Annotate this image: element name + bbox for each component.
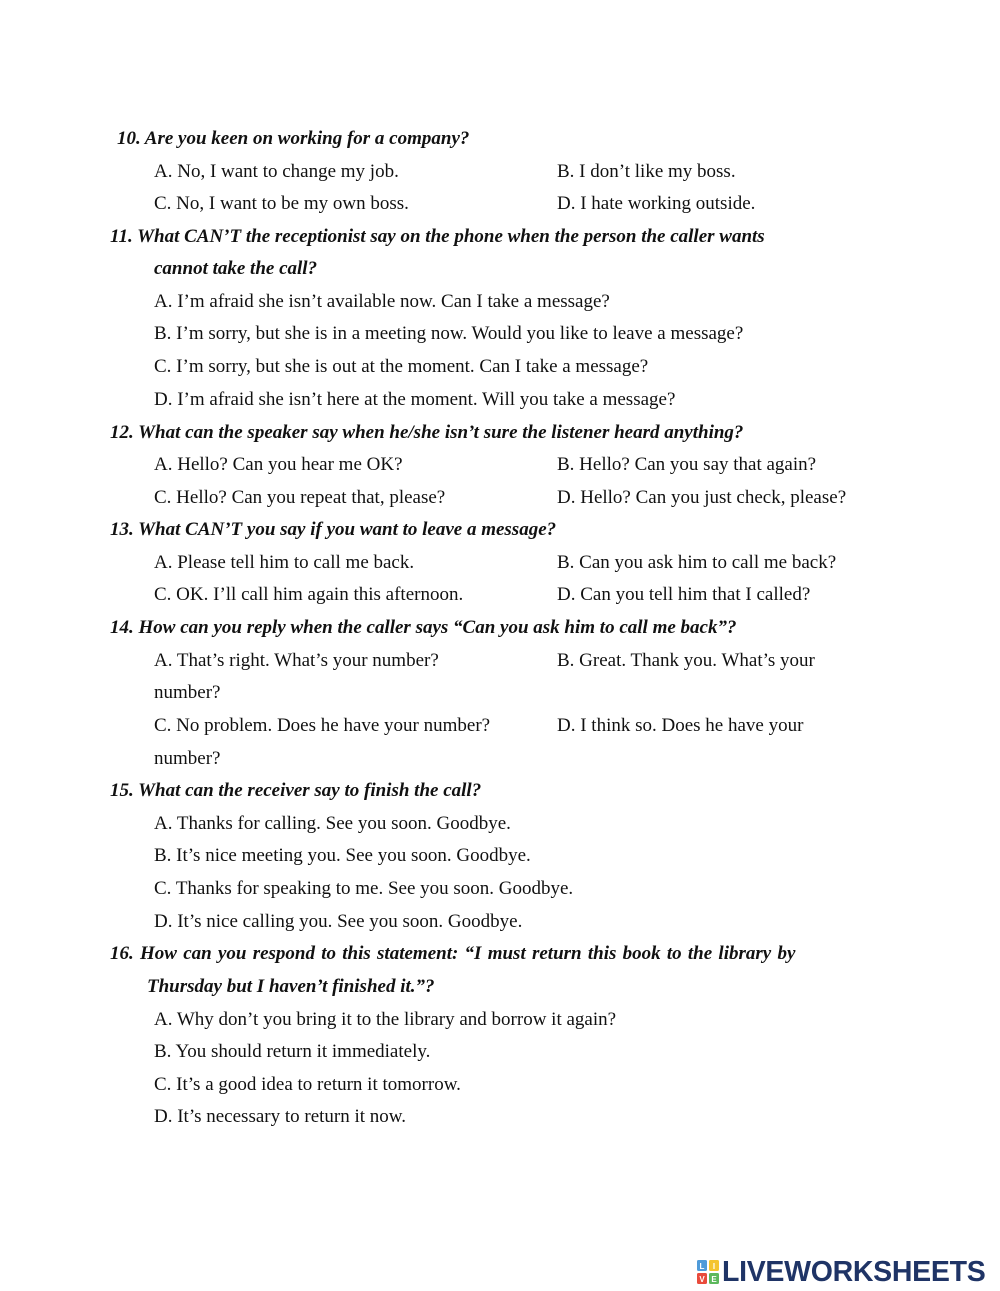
q13-option-d: D. Can you tell him that I called?	[557, 584, 811, 605]
q14-option-a: A. That’s right. What’s your number?	[154, 650, 439, 671]
logo-text: LIVEWORKSHEETS	[722, 1255, 986, 1288]
tile-letter-e: E	[711, 1275, 717, 1284]
question-12: 12. What can the speaker say when he/she isn’t sure the listener heard anything?	[110, 422, 744, 443]
q16-option-b: B. You should return it immediately.	[154, 1041, 431, 1062]
q11-option-c: C. I’m sorry, but she is out at the moment. Can I take a message?	[154, 356, 649, 377]
tile-letter-i: I	[712, 1262, 716, 1271]
q15-option-c: C. Thanks for speaking to me. See you soon. Goodbye.	[154, 878, 574, 899]
q13-option-c: C. OK. I’ll call him again this afternoon.	[154, 584, 464, 605]
q11-option-b: B. I’m sorry, but she is in a meeting now. Would you like to leave a message?	[154, 323, 744, 344]
q14-option-b-line-2: number?	[154, 682, 221, 703]
question-14: 14. How can you reply when the caller says “Can you ask him to call me back”?	[110, 617, 737, 638]
q11-option-d: D. I’m afraid she isn’t here at the moment. Will you take a message?	[154, 389, 676, 410]
q16-option-d: D. It’s necessary to return it now.	[154, 1106, 407, 1127]
q12-option-d: D. Hello? Can you just check, please?	[557, 487, 847, 508]
q15-option-b: B. It’s nice meeting you. See you soon. Goodbye.	[154, 845, 531, 866]
q14-option-d-line-1: D. I think so. Does he have your	[557, 715, 804, 736]
q13-option-a: A. Please tell him to call me back.	[154, 552, 415, 573]
liveworksheets-logo	[696, 1255, 985, 1289]
q12-option-c: C. Hello? Can you repeat that, please?	[154, 487, 446, 508]
question-15: 15. What can the receiver say to finish the call?	[110, 780, 482, 801]
q15-option-a: A. Thanks for calling. See you soon. Goodbye.	[154, 813, 511, 834]
q10-option-d: D. I hate working outside.	[557, 193, 756, 214]
question-13: 13. What CAN’T you say if you want to leave a message?	[110, 519, 557, 540]
q14-option-d-line-2: number?	[154, 748, 221, 769]
question-16-line-1: 16. How can you respond to this statement: “I must return this book to the library by	[110, 943, 796, 964]
question-11-line-2: cannot take the call?	[154, 258, 318, 279]
q14-option-c: C. No problem. Does he have your number?	[154, 715, 491, 736]
question-10: 10. Are you keen on working for a company?	[117, 128, 470, 149]
q16-option-a: A. Why don’t you bring it to the library and borrow it again?	[154, 1009, 617, 1030]
q15-option-d: D. It’s nice calling you. See you soon. Goodbye.	[154, 911, 523, 932]
q10-option-a: A. No, I want to change my job.	[154, 161, 399, 182]
q14-option-b-line-1: B. Great. Thank you. What’s your	[557, 650, 815, 671]
q12-option-a: A. Hello? Can you hear me OK?	[154, 454, 403, 475]
q10-option-c: C. No, I want to be my own boss.	[154, 193, 409, 214]
q13-option-b: B. Can you ask him to call me back?	[557, 552, 837, 573]
question-11-line-1: 11. What CAN’T the receptionist say on the phone when the person the caller wants	[110, 226, 765, 247]
liveworksheets-tiles-icon	[696, 1259, 720, 1285]
q10-option-b: B. I don’t like my boss.	[557, 161, 736, 182]
q16-option-c: C. It’s a good idea to return it tomorrow.	[154, 1074, 461, 1095]
q12-option-b: B. Hello? Can you say that again?	[557, 454, 817, 475]
tile-letter-l: L	[699, 1262, 705, 1271]
tile-letter-v: V	[699, 1275, 705, 1284]
question-16-line-2: Thursday but I haven’t finished it.”?	[147, 976, 435, 997]
q11-option-a: A. I’m afraid she isn’t available now. Can I take a message?	[154, 291, 610, 312]
